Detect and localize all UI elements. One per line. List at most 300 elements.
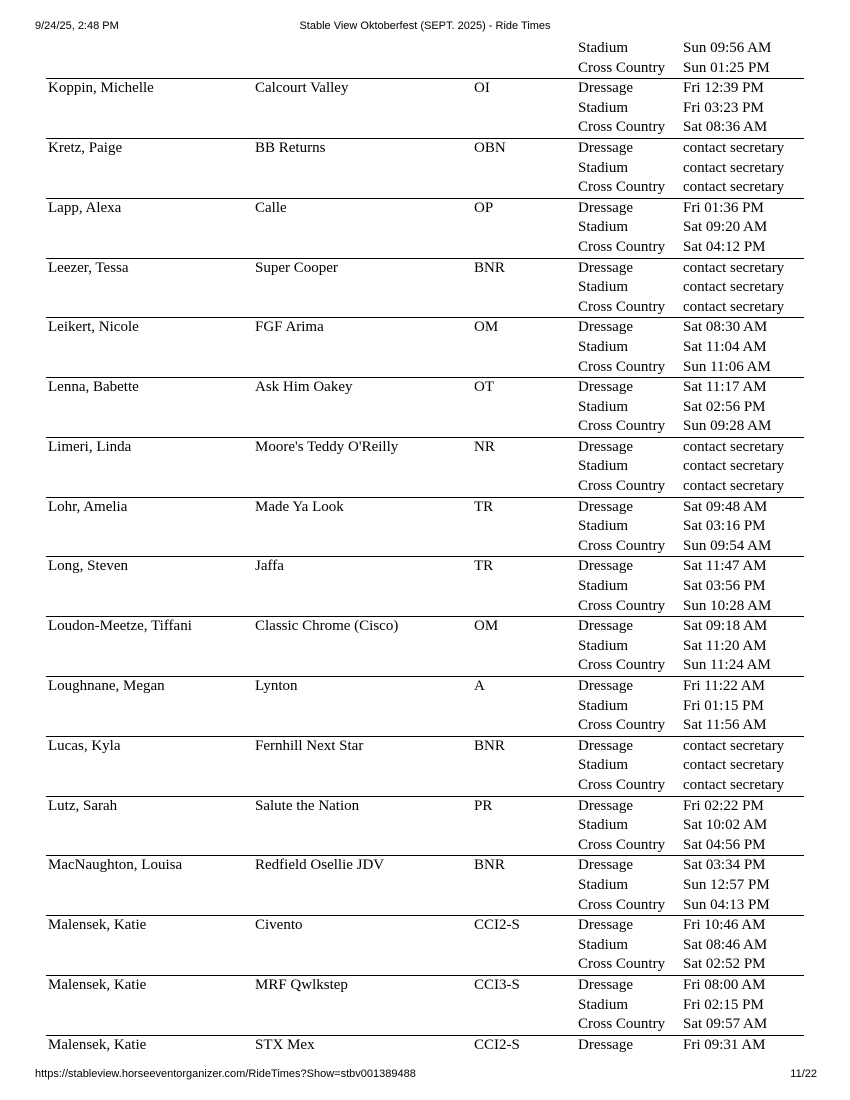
rider-name: Lutz, Sarah [48,797,118,814]
horse-name [255,59,474,79]
ride-line [46,79,804,99]
test-phase: Dressage [578,558,633,575]
ride-line [46,398,804,418]
rider-name: Kretz, Paige [48,139,123,156]
test-phase: Dressage [578,199,633,216]
division: CCI2-S [474,1036,520,1053]
horse-name [255,697,474,717]
ride-line [46,537,804,557]
ride-time: Fri 03:23 PM [683,99,764,116]
ride-time: contact secretary [683,259,785,276]
rider-name [46,836,255,856]
horse-name: STX Mex [255,1036,315,1053]
ride-time: Fri 02:15 PM [683,996,764,1013]
division [474,159,578,179]
test-phase: Dressage [578,1036,633,1053]
rider-name [46,716,255,736]
rider-name [46,398,255,418]
division [474,936,578,956]
table-row [46,79,804,139]
horse-name: Redfield Osellie JDV [255,857,385,874]
rider-name: Lapp, Alexa [48,199,122,216]
division [474,816,578,836]
table-row [46,856,804,916]
division [474,656,578,676]
ride-time: contact secretary [683,438,785,455]
test-phase: Cross Country [578,59,666,76]
horse-name: Moore's Teddy O'Reilly [255,438,399,455]
ride-time: contact secretary [683,279,785,296]
horse-name [255,477,474,497]
table-row [46,737,804,797]
ride-time: Fri 02:22 PM [683,797,764,814]
ride-line [46,278,804,298]
division [474,577,578,597]
rider-name: Limeri, Linda [48,438,132,455]
ride-line [46,338,804,358]
test-phase: Stadium [578,578,629,595]
rider-name [46,955,255,975]
test-phase: Dressage [578,139,633,156]
ride-time: contact secretary [683,478,785,495]
ride-line [46,955,804,975]
division [474,955,578,975]
ride-line [46,617,804,637]
horse-name [255,537,474,557]
table-row [46,438,804,498]
test-phase: Cross Country [578,298,666,315]
ride-line [46,118,804,138]
ride-line [46,358,804,378]
division [474,338,578,358]
division: OM [474,618,499,635]
rider-name [46,118,255,138]
rider-name [46,298,255,318]
rider-name: Koppin, Michelle [48,80,154,97]
horse-name [255,656,474,676]
ride-time: Fri 12:39 PM [683,80,764,97]
ride-time: Sat 02:52 PM [683,956,766,973]
ride-line [46,378,804,398]
table-row [46,39,804,79]
horse-name [255,776,474,796]
horse-name [255,756,474,776]
ride-time: Sun 11:06 AM [683,358,771,375]
ride-time: Sat 03:34 PM [683,857,766,874]
test-phase: Stadium [578,219,629,236]
horse-name: Calle [255,199,287,216]
test-phase: Dressage [578,438,633,455]
ride-line [46,776,804,796]
division: CCI3-S [474,976,520,993]
test-phase: Cross Country [578,478,666,495]
ride-line [46,716,804,736]
table-row [46,797,804,857]
table-row [46,498,804,558]
rider-name [46,656,255,676]
rider-name [46,537,255,557]
division [474,477,578,497]
horse-name [255,457,474,477]
ride-time: Sat 02:56 PM [683,398,766,415]
ride-time: Sat 08:30 AM [683,319,768,336]
division [474,398,578,418]
test-phase: Dressage [578,797,633,814]
ride-line [46,737,804,757]
test-phase: Cross Country [578,657,666,674]
print-timestamp: 9/24/25, 2:48 PM [35,20,119,32]
ride-line [46,298,804,318]
ride-line [46,996,804,1016]
division [474,417,578,437]
ride-line [46,318,804,338]
test-phase: Stadium [578,159,629,176]
rider-name: Leezer, Tessa [48,259,129,276]
horse-name: FGF Arima [255,319,324,336]
division [474,697,578,717]
test-phase: Dressage [578,80,633,97]
horse-name [255,218,474,238]
test-phase: Stadium [578,458,629,475]
page-url: https://stableview.horseeventorganizer.com/RideTimes?Show=stbv001389488 [35,1068,416,1080]
division [474,39,578,59]
test-phase: Stadium [578,637,629,654]
rider-name [46,39,255,59]
ride-line [46,697,804,717]
table-row [46,677,804,737]
ride-time: contact secretary [683,737,785,754]
horse-name [255,955,474,975]
test-phase: Cross Country [578,896,666,913]
ride-line [46,1036,804,1056]
rider-name [46,238,255,258]
ride-time: contact secretary [683,776,785,793]
page-number: 11/22 [790,1068,817,1080]
ride-line [46,896,804,916]
ride-line [46,1015,804,1035]
horse-name [255,1015,474,1035]
ride-time: contact secretary [683,757,785,774]
ride-line [46,876,804,896]
horse-name [255,178,474,198]
ride-line [46,856,804,876]
horse-name [255,278,474,298]
ride-time: contact secretary [683,159,785,176]
rider-name [46,996,255,1016]
horse-name [255,996,474,1016]
ride-time: contact secretary [683,298,785,315]
table-row [46,916,804,976]
ride-time: Sun 09:56 AM [683,40,772,56]
division [474,457,578,477]
rider-name: MacNaughton, Louisa [48,857,183,874]
division: BNR [474,857,505,874]
test-phase: Dressage [578,319,633,336]
test-phase: Stadium [578,697,629,714]
ride-line [46,199,804,219]
ride-line [46,178,804,198]
ride-time: Sat 11:17 AM [683,379,767,396]
rider-name: Malensek, Katie [48,1036,147,1053]
division [474,517,578,537]
rider-name: Lucas, Kyla [48,737,121,754]
horse-name [255,577,474,597]
rider-name [46,178,255,198]
rider-name [46,756,255,776]
horse-name: Lynton [255,678,298,694]
horse-name [255,358,474,378]
test-phase: Stadium [578,99,629,116]
rider-name [46,816,255,836]
division [474,118,578,138]
division: PR [474,797,493,814]
horse-name: Salute the Nation [255,797,360,814]
ride-line [46,836,804,856]
division [474,178,578,198]
test-phase: Cross Country [578,179,666,196]
table-row [46,976,804,1036]
ride-line [46,59,804,79]
ride-line [46,259,804,279]
table-row [46,318,804,378]
test-phase: Cross Country [578,776,666,793]
rider-name [46,477,255,497]
ride-time: Sat 08:46 AM [683,936,768,953]
horse-name [255,936,474,956]
horse-name [255,517,474,537]
ride-time: Sun 09:54 AM [683,537,772,554]
rider-name [46,597,255,617]
ride-time: Sat 09:20 AM [683,219,768,236]
test-phase: Dressage [578,917,633,934]
horse-name [255,836,474,856]
division [474,876,578,896]
division: BNR [474,737,505,754]
ride-line [46,477,804,497]
horse-name: Ask Him Oakey [255,379,353,396]
test-phase: Dressage [578,618,633,635]
test-phase: Stadium [578,398,629,415]
rider-name [46,577,255,597]
test-phase: Dressage [578,259,633,276]
ride-line [46,936,804,956]
ride-line [46,677,804,697]
ride-line [46,597,804,617]
division: NR [474,438,495,455]
test-phase: Cross Country [578,836,666,853]
test-phase: Cross Country [578,418,666,435]
test-phase: Stadium [578,40,629,56]
horse-name [255,338,474,358]
rider-name [46,99,255,119]
ride-line [46,99,804,119]
horse-name: Made Ya Look [255,498,344,515]
rider-name [46,417,255,437]
ride-line [46,756,804,776]
test-phase: Stadium [578,936,629,953]
horse-name: Fernhill Next Star [255,737,364,754]
division: OI [474,80,490,97]
division: OP [474,199,494,216]
ride-line [46,577,804,597]
ride-time: contact secretary [683,139,785,156]
test-phase: Dressage [578,737,633,754]
ride-time: Sat 11:20 AM [683,637,767,654]
ride-time: Sat 09:18 AM [683,618,768,635]
horse-name [255,238,474,258]
horse-name: Classic Chrome (Cisco) [255,618,399,635]
rider-name [46,936,255,956]
ride-line [46,39,804,59]
ride-time: Sun 12:57 PM [683,876,770,893]
division [474,59,578,79]
rider-name [46,776,255,796]
horse-name [255,398,474,418]
rider-name: Loudon-Meetze, Tiffani [48,618,192,635]
ride-time: Sat 11:04 AM [683,338,767,355]
horse-name: Super Cooper [255,259,338,276]
division [474,896,578,916]
ride-time: Sat 10:02 AM [683,817,768,834]
test-phase: Dressage [578,498,633,515]
rider-name: Malensek, Katie [48,976,147,993]
test-phase: Stadium [578,279,629,296]
ride-line [46,417,804,437]
division [474,99,578,119]
test-phase: Dressage [578,857,633,874]
test-phase: Stadium [578,338,629,355]
horse-name: MRF Qwlkstep [255,976,348,993]
ride-time: Sat 09:57 AM [683,1016,768,1033]
ride-line [46,656,804,676]
horse-name [255,159,474,179]
table-row [46,617,804,677]
test-phase: Stadium [578,518,629,535]
ride-time: Sat 08:36 AM [683,119,768,136]
ride-time: Sat 11:56 AM [683,717,767,734]
division [474,836,578,856]
ride-time: Fri 09:31 AM [683,1036,766,1053]
horse-name [255,637,474,657]
rider-name: Lenna, Babette [48,379,139,396]
ride-line [46,916,804,936]
test-phase: Stadium [578,876,629,893]
rider-name [46,358,255,378]
division [474,996,578,1016]
rider-name [46,59,255,79]
division [474,218,578,238]
ride-time: Sun 04:13 PM [683,896,770,913]
ride-line [46,517,804,537]
table-row [46,378,804,438]
division: TR [474,498,494,515]
horse-name [255,118,474,138]
table-row [46,139,804,199]
test-phase: Cross Country [578,358,666,375]
rider-name [46,697,255,717]
division [474,776,578,796]
horse-name [255,816,474,836]
ride-time: Fri 11:22 AM [683,678,765,694]
division [474,278,578,298]
rider-name [46,637,255,657]
division [474,1015,578,1035]
rider-name: Long, Steven [48,558,128,575]
rider-name [46,1015,255,1035]
ride-line [46,557,804,577]
horse-name [255,39,474,59]
rider-name [46,338,255,358]
rider-name [46,896,255,916]
division: OBN [474,139,506,156]
ride-time: contact secretary [683,458,785,475]
horse-name: BB Returns [255,139,326,156]
division [474,716,578,736]
division: OT [474,379,494,396]
division [474,358,578,378]
table-row [46,557,804,617]
test-phase: Dressage [578,678,633,694]
horse-name [255,876,474,896]
page-title: Stable View Oktoberfest (SEPT. 2025) - Ride Times [299,20,551,32]
rider-name: Malensek, Katie [48,917,147,934]
ride-time: Sat 04:12 PM [683,238,766,255]
rider-name [46,876,255,896]
table-row [46,259,804,319]
ride-time: Sat 03:16 PM [683,518,766,535]
horse-name [255,597,474,617]
test-phase: Cross Country [578,1016,666,1033]
ride-time: Sun 01:25 PM [683,59,770,76]
ride-time: Fri 10:46 AM [683,917,766,934]
test-phase: Cross Country [578,597,666,614]
ride-line [46,976,804,996]
ride-times-table [46,39,804,1055]
horse-name [255,99,474,119]
test-phase: Dressage [578,976,633,993]
division [474,756,578,776]
ride-line [46,498,804,518]
table-row [46,199,804,259]
ride-time: Sat 09:48 AM [683,498,768,515]
test-phase: Dressage [578,379,633,396]
rider-name: Leikert, Nicole [48,319,139,336]
division: OM [474,319,499,336]
rider-name [46,218,255,238]
ride-time: Sat 04:56 PM [683,836,766,853]
division [474,298,578,318]
ride-line [46,238,804,258]
division [474,238,578,258]
ride-time: Sun 09:28 AM [683,418,772,435]
rider-name [46,278,255,298]
test-phase: Cross Country [578,238,666,255]
ride-time: Sun 11:24 AM [683,657,771,674]
ride-time: Fri 01:36 PM [683,199,764,216]
ride-time: Sat 11:47 AM [683,558,767,575]
test-phase: Cross Country [578,717,666,734]
horse-name: Jaffa [255,558,284,575]
division: CCI2-S [474,917,520,934]
ride-line [46,218,804,238]
horse-name: Civento [255,917,303,934]
rider-name [46,159,255,179]
ride-line [46,159,804,179]
ride-line [46,139,804,159]
horse-name [255,716,474,736]
ride-time: contact secretary [683,179,785,196]
horse-name [255,298,474,318]
